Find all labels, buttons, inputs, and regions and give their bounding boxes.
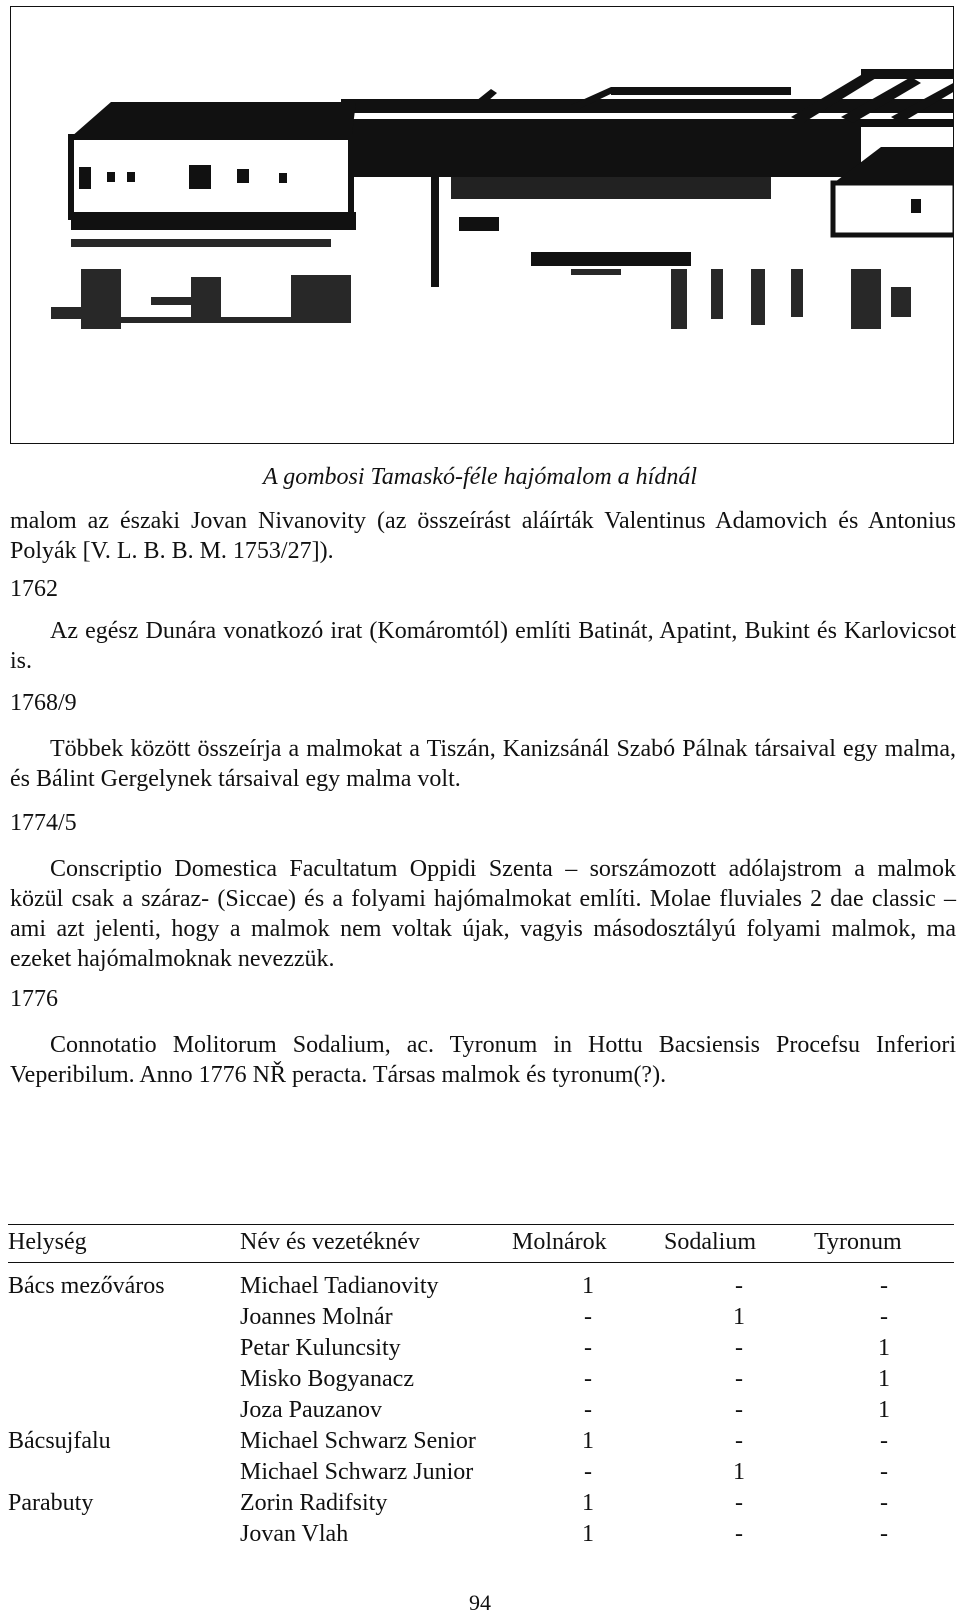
column-header: Tyronum xyxy=(814,1225,954,1263)
column-header: Név és vezetéknév xyxy=(240,1225,512,1263)
paragraph: Az egész Dunára vonatkozó irat (Komáromtól) említi Batinát, Apatint, Bukint és Karlovicsot is. xyxy=(10,618,956,674)
column-header: Helység xyxy=(8,1225,240,1263)
millers-cell: - xyxy=(584,1459,592,1485)
millers-cell: - xyxy=(584,1335,592,1361)
table-row xyxy=(8,1364,954,1395)
millers-cell: - xyxy=(584,1397,592,1423)
sodalium-cell: - xyxy=(735,1397,743,1423)
table-row xyxy=(8,1519,954,1550)
sodalium-cell: - xyxy=(735,1273,743,1299)
tyronum-cell: 1 xyxy=(878,1335,890,1361)
year-heading: 1774/5 xyxy=(10,810,77,836)
place-cell xyxy=(8,1519,240,1550)
millers-cell: 1 xyxy=(582,1490,594,1516)
mills-table xyxy=(8,1224,954,1550)
paragraph: malom az északi Jovan Nivanovity (az összeírást aláírták Valentinus Adamovich és Antonius Polyák [V. L. B. B. M. 1753/27]). xyxy=(10,508,956,564)
tyronum-cell: - xyxy=(880,1459,888,1485)
place-cell: Parabuty xyxy=(8,1490,94,1516)
tyronum-cell: - xyxy=(880,1428,888,1454)
table-header-row xyxy=(8,1225,954,1263)
column-header: Molnárok xyxy=(512,1225,664,1263)
ship-mill-photo xyxy=(10,6,954,444)
tyronum-cell: - xyxy=(880,1490,888,1516)
year-heading: 1762 xyxy=(10,576,58,602)
table-row xyxy=(8,1488,954,1519)
millers-cell: 1 xyxy=(582,1521,594,1547)
paragraph: Connotatio Molitorum Sodalium, ac. Tyronum in Hottu Bacsiensis Procefsu Inferiori Veperibilum. Anno 1776 NŘ peracta. Társas malmok és tyronum(?). xyxy=(10,1032,956,1088)
name-cell: Petar Kuluncsity xyxy=(240,1335,401,1361)
sodalium-cell: - xyxy=(735,1428,743,1454)
sodalium-cell: 1 xyxy=(733,1459,745,1485)
place-cell xyxy=(8,1333,240,1364)
place-cell: Bácsujfalu xyxy=(8,1428,111,1454)
millers-cell: 1 xyxy=(582,1428,594,1454)
paragraph: Conscriptio Domestica Facultatum Oppidi Szenta – sorszámozott adólajstrom a malmok közül csak a száraz- (Siccae) és a folyami hajómalmokat említi. Molae fluviales 2 dae classic – ami azt jelenti, hogy a malmok nem voltak újak, vagyis másodosztályú folyami malmok, ma ezeket hajómalmoknak nevezzük. xyxy=(10,856,956,972)
name-cell: Michael Schwarz Junior xyxy=(240,1459,474,1485)
paragraph: Többek között összeírja a malmokat a Tiszán, Kanizsánál Szabó Pálnak társaival egy malma, és Bálint Gergelynek társaival egy malma volt. xyxy=(10,736,956,792)
table-row xyxy=(8,1426,954,1457)
name-cell: Jovan Vlah xyxy=(240,1521,349,1547)
place-cell xyxy=(8,1364,240,1395)
name-cell: Misko Bogyanacz xyxy=(240,1366,414,1392)
sodalium-cell: - xyxy=(735,1490,743,1516)
millers-cell: - xyxy=(584,1304,592,1330)
name-cell: Michael Tadianovity xyxy=(240,1273,439,1299)
year-heading: 1776 xyxy=(10,986,58,1012)
name-cell: Zorin Radifsity xyxy=(240,1490,388,1516)
name-cell: Joannes Molnár xyxy=(240,1304,393,1330)
sodalium-cell: - xyxy=(735,1335,743,1361)
table-row xyxy=(8,1457,954,1488)
name-cell: Joza Pauzanov xyxy=(240,1397,382,1423)
column-header: Sodalium xyxy=(664,1225,814,1263)
table-row xyxy=(8,1263,954,1303)
sodalium-cell: - xyxy=(735,1521,743,1547)
tyronum-cell: 1 xyxy=(878,1366,890,1392)
name-cell: Michael Schwarz Senior xyxy=(240,1428,476,1454)
body-text xyxy=(10,506,956,1090)
table-row xyxy=(8,1302,954,1333)
place-cell xyxy=(8,1457,240,1488)
tyronum-cell: 1 xyxy=(878,1397,890,1423)
sodalium-cell: - xyxy=(735,1366,743,1392)
tyronum-cell: - xyxy=(880,1273,888,1299)
tyronum-cell: - xyxy=(880,1304,888,1330)
place-cell xyxy=(8,1395,240,1426)
millers-cell: 1 xyxy=(582,1273,594,1299)
page-number: 94 xyxy=(469,1590,491,1615)
place-cell xyxy=(8,1302,240,1333)
place-cell: Bács mezőváros xyxy=(8,1273,165,1299)
sodalium-cell: 1 xyxy=(733,1304,745,1330)
table-row xyxy=(8,1395,954,1426)
millers-cell: - xyxy=(584,1366,592,1392)
year-heading: 1768/9 xyxy=(10,690,77,716)
table-row xyxy=(8,1333,954,1364)
figure-caption: A gombosi Tamaskó-féle hajómalom a hídnál xyxy=(262,464,697,490)
tyronum-cell: - xyxy=(880,1521,888,1547)
